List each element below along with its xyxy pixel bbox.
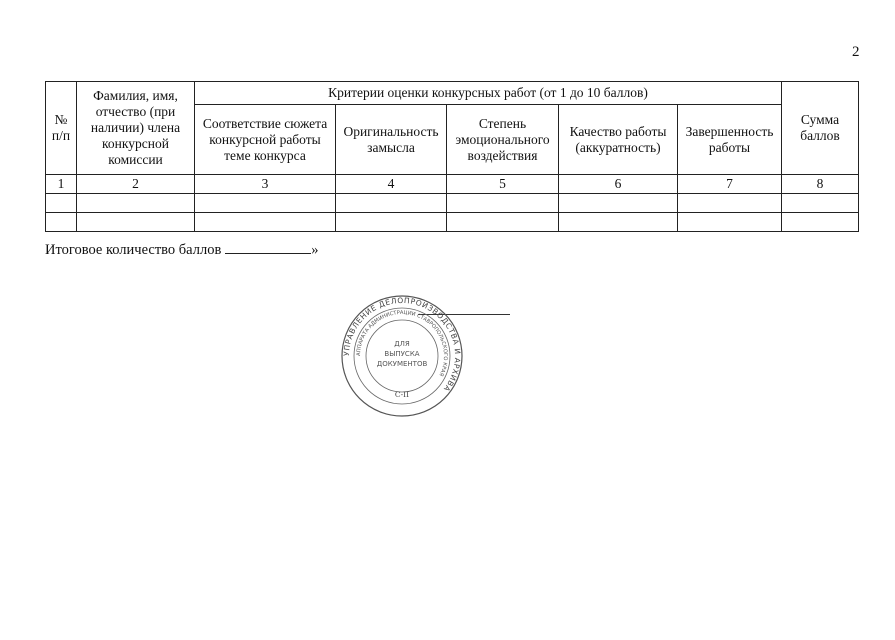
header-sum: Сумма баллов	[782, 82, 859, 175]
column-number: 8	[782, 175, 859, 194]
column-number: 3	[195, 175, 336, 194]
table-cell	[559, 213, 678, 232]
table-cell	[46, 194, 77, 213]
header-name: Фамилия, имя, отчество (при наличии) члена конкурсной комиссии	[77, 82, 195, 175]
table-cell	[46, 213, 77, 232]
svg-text:С-II: С-II	[394, 390, 410, 399]
official-stamp-seal	[340, 294, 464, 418]
svg-text:ДЛЯ: ДЛЯ	[394, 340, 410, 348]
table-cell	[678, 213, 782, 232]
table-cell	[782, 213, 859, 232]
header-num: № п/п	[46, 82, 77, 175]
total-score-label: Итоговое количество баллов	[45, 242, 222, 258]
total-score-suffix: »	[311, 242, 319, 258]
header-criterion: Степень эмоционального воздействия	[447, 105, 559, 175]
page-number: 2	[852, 44, 860, 60]
header-criterion: Завершенность работы	[678, 105, 782, 175]
total-score-blank	[225, 241, 311, 254]
table-cell	[447, 213, 559, 232]
table-cell	[336, 194, 447, 213]
header-criterion: Качество работы (аккуратность)	[559, 105, 678, 175]
score-table	[45, 81, 859, 232]
table-cell	[77, 194, 195, 213]
column-number: 1	[46, 175, 77, 194]
column-number: 7	[678, 175, 782, 194]
table-row	[46, 194, 859, 213]
svg-text:УПРАВЛЕНИЕ ДЕЛОПРОИЗВОДСТВА И: УПРАВЛЕНИЕ ДЕЛОПРОИЗВОДСТВА И АРХИВА	[341, 295, 463, 394]
table-cell	[447, 194, 559, 213]
table-cell	[195, 194, 336, 213]
column-number: 5	[447, 175, 559, 194]
table-cell	[678, 194, 782, 213]
header-criterion: Соответствие сюжета конкурсной работы теме конкурса	[195, 105, 336, 175]
column-number-row	[46, 175, 859, 194]
column-number: 6	[559, 175, 678, 194]
header-criterion: Оригинальность замысла	[336, 105, 447, 175]
svg-text:АППАРАТА АДМИНИСТРАЦИИ СТАВРОП: АППАРАТА АДМИНИСТРАЦИИ СТАВРОПОЛЬСКОГО КРАЯ	[355, 309, 449, 377]
column-number: 4	[336, 175, 447, 194]
table-cell	[559, 194, 678, 213]
svg-text:ВЫПУСКА: ВЫПУСКА	[384, 350, 420, 358]
table-row	[46, 213, 859, 232]
table-cell	[336, 213, 447, 232]
table-cell	[77, 213, 195, 232]
total-score-line	[45, 241, 319, 259]
svg-text:ДОКУМЕНТОВ: ДОКУМЕНТОВ	[376, 360, 428, 368]
table-cell	[195, 213, 336, 232]
table-cell	[782, 194, 859, 213]
column-number: 2	[77, 175, 195, 194]
header-criteria-group: Критерии оценки конкурсных работ (от 1 до 10 баллов)	[195, 82, 782, 105]
